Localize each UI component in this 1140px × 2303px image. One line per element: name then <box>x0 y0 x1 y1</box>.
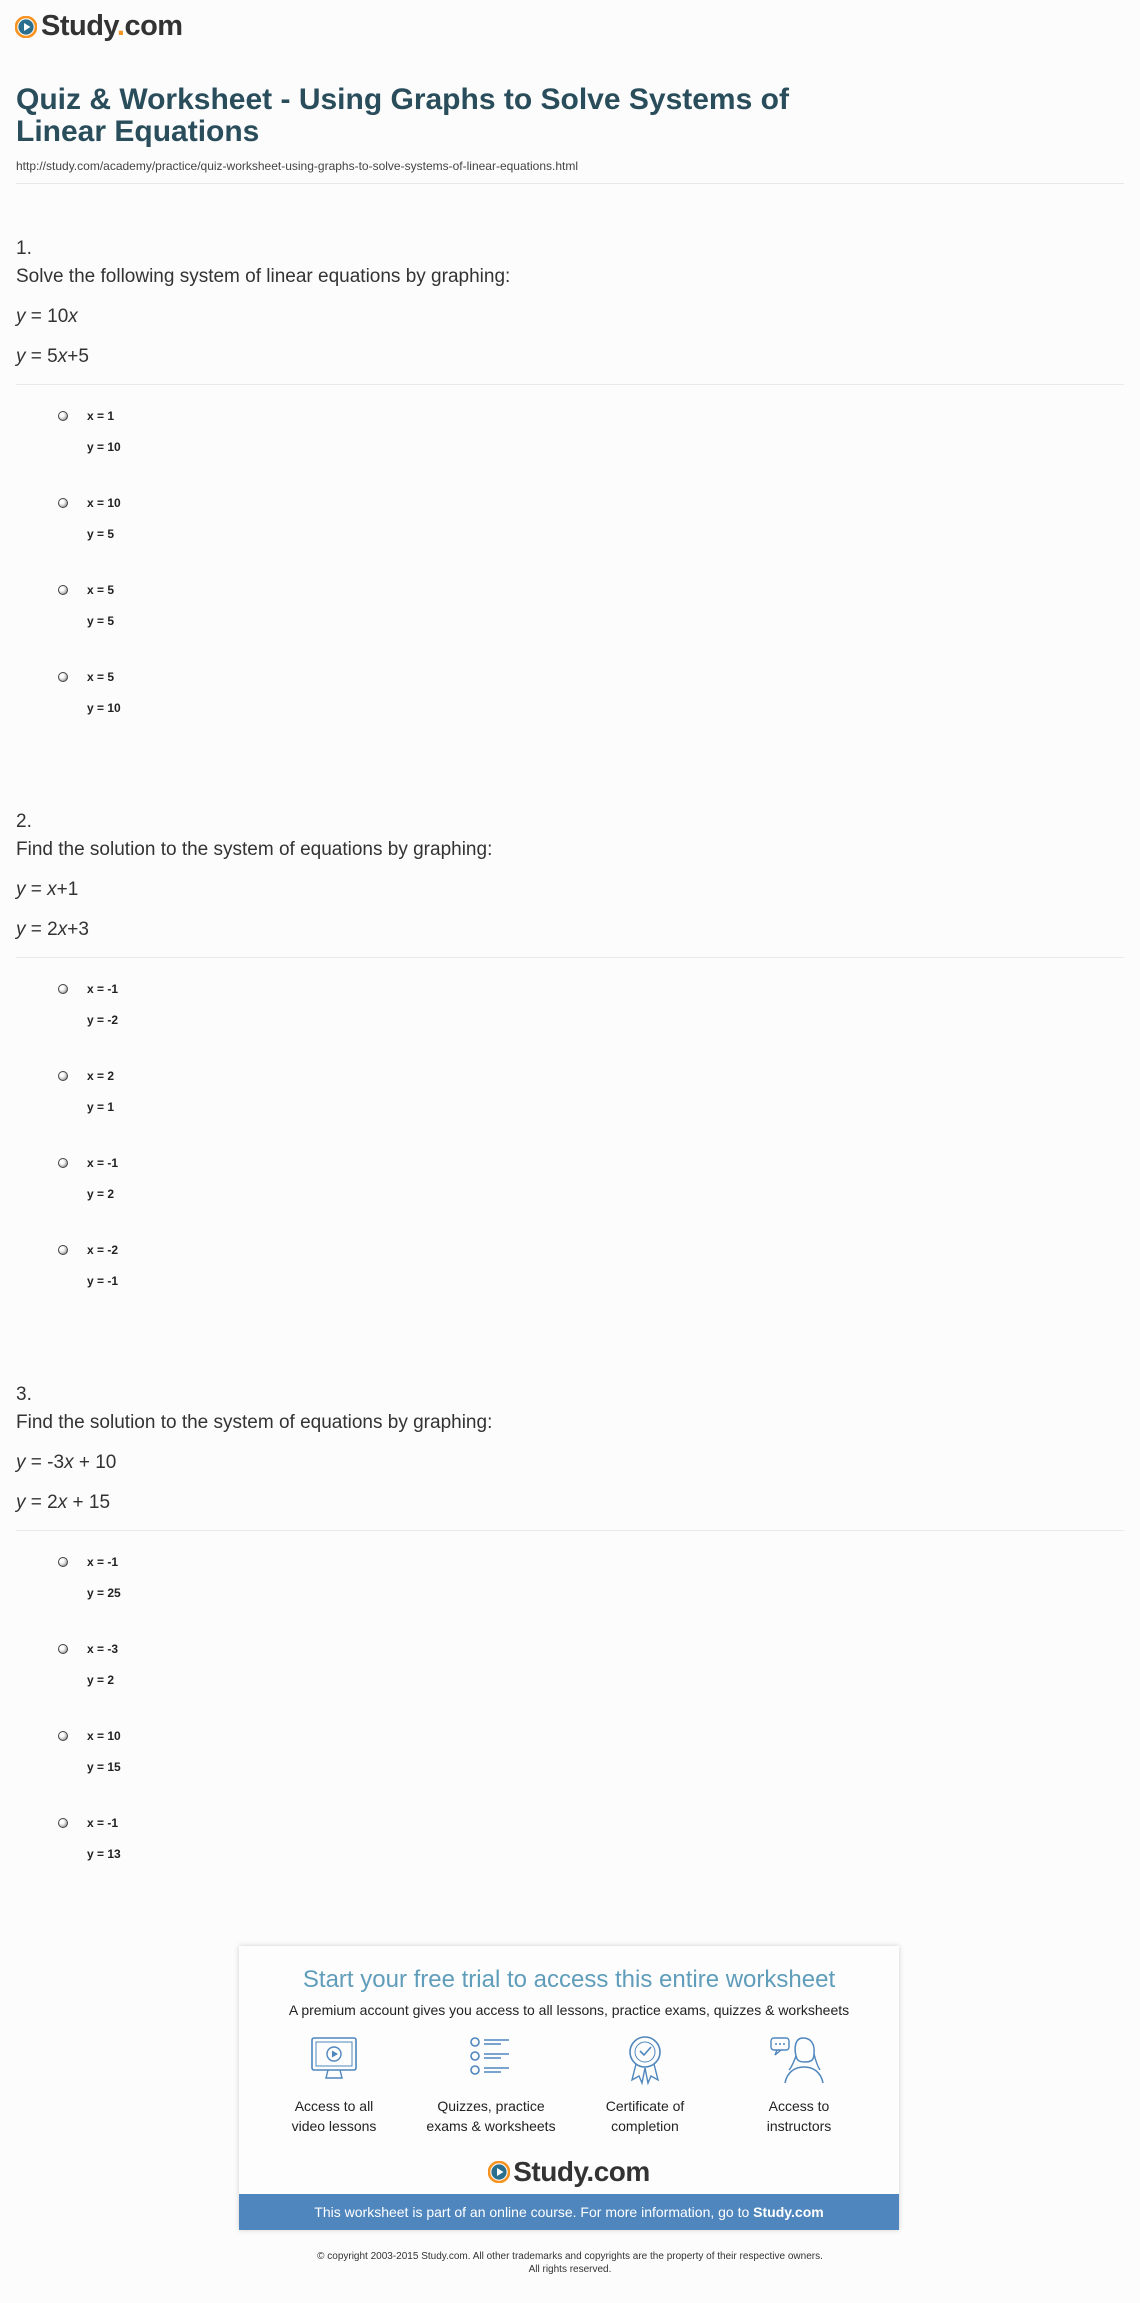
answer-y-value: y = 10 <box>87 701 121 715</box>
answer-x-value: x = 2 <box>87 1069 115 1083</box>
answer-x-value: x = -2 <box>87 1243 119 1257</box>
copyright-line-1: © copyright 2003-2015 Study.com. All other trademarks and copyrights are the property of their respective owners. <box>317 2251 823 2262</box>
answer-options <box>16 409 1116 757</box>
equation-2: y = 5x+5 <box>16 346 89 367</box>
feature-label-line1: Quizzes, practice <box>437 2098 545 2114</box>
promo-headline[interactable]: Start your free trial to access this entire worksheet <box>302 1966 836 1993</box>
answer-x-value: x = 5 <box>87 670 115 684</box>
answer-options <box>16 1555 1116 1903</box>
promo-info-bar <box>239 2194 899 2230</box>
video-lesson-icon <box>308 2034 360 2082</box>
radio-button[interactable] <box>58 1644 68 1654</box>
feature-quizzes <box>416 2034 566 2136</box>
radio-button[interactable] <box>58 672 68 682</box>
question-divider <box>16 1530 1124 1531</box>
promo-bar-text: This worksheet is part of an online course. For more information, go to <box>314 2204 754 2220</box>
radio-button[interactable] <box>58 1158 68 1168</box>
title-line-2: Linear Equations <box>16 115 260 148</box>
question-text: Solve the following system of linear equations by graphing: <box>16 266 511 287</box>
feature-instructors <box>724 2034 874 2136</box>
answer-y-value: y = 15 <box>87 1760 121 1774</box>
answer-option[interactable] <box>16 409 1116 496</box>
equation-2: y = 2x + 15 <box>16 1492 111 1513</box>
study-logo[interactable] <box>15 10 183 43</box>
question-text: Find the solution to the system of equations by graphing: <box>16 1412 493 1433</box>
feature-label-line1: Access to all <box>294 2098 374 2114</box>
answer-x-value: x = -1 <box>87 982 119 996</box>
answer-y-value: y = -1 <box>87 1274 119 1288</box>
answer-y-value: y = 10 <box>87 440 121 454</box>
answer-x-value: x = 10 <box>87 1729 121 1743</box>
answer-options <box>16 982 1116 1330</box>
answer-y-value: y = 5 <box>87 527 115 541</box>
radio-button[interactable] <box>58 498 68 508</box>
question-number: 3. <box>16 1384 32 1405</box>
answer-option[interactable] <box>16 1816 1116 1903</box>
radio-button[interactable] <box>58 1557 68 1567</box>
question-2 <box>16 810 1116 1330</box>
equation-1: y = 10x <box>16 306 78 327</box>
equation-1: y = -3x + 10 <box>16 1452 117 1473</box>
answer-option[interactable] <box>16 496 1116 583</box>
answer-x-value: x = 10 <box>87 496 121 510</box>
radio-button[interactable] <box>58 1245 68 1255</box>
answer-y-value: y = 2 <box>87 1673 115 1687</box>
question-text: Find the solution to the system of equations by graphing: <box>16 839 493 860</box>
answer-option[interactable] <box>16 1729 1116 1816</box>
header-divider <box>16 183 1124 184</box>
copyright-line-2: All rights reserved. <box>528 2264 612 2275</box>
answer-option[interactable] <box>16 1156 1116 1243</box>
certificate-icon <box>619 2034 671 2086</box>
answer-option[interactable] <box>16 583 1116 670</box>
answer-option[interactable] <box>16 1243 1116 1330</box>
radio-button[interactable] <box>58 1071 68 1081</box>
answer-y-value: y = 1 <box>87 1100 115 1114</box>
radio-button[interactable] <box>58 585 68 595</box>
feature-label-line1: Access to <box>768 2098 830 2114</box>
study-com-link[interactable]: Study.com <box>753 2204 824 2220</box>
question-3 <box>16 1383 1116 1903</box>
answer-x-value: x = -1 <box>87 1156 119 1170</box>
feature-video-lessons <box>259 2034 409 2136</box>
answer-option[interactable] <box>16 670 1116 757</box>
promo-subhead: A premium account gives you access to all lessons, practice exams, quizzes & worksheets <box>288 2002 850 2018</box>
copyright <box>0 2250 1140 2276</box>
logo-wordmark: Study.com <box>513 2156 650 2187</box>
answer-option[interactable] <box>16 1642 1116 1729</box>
radio-button[interactable] <box>58 1818 68 1828</box>
quiz-list-icon <box>465 2034 517 2082</box>
radio-button[interactable] <box>58 411 68 421</box>
feature-label-line2: completion <box>611 2118 679 2134</box>
answer-x-value: x = 1 <box>87 409 115 423</box>
answer-y-value: y = 2 <box>87 1187 115 1201</box>
answer-x-value: x = -1 <box>87 1555 119 1569</box>
instructor-icon <box>769 2034 829 2084</box>
equation-1: y = x+1 <box>16 879 79 900</box>
play-circle-icon <box>15 16 37 38</box>
question-1 <box>16 237 1116 757</box>
logo-wordmark: Study.com <box>41 10 183 42</box>
title-line-1: Quiz & Worksheet - Using Graphs to Solve Systems of <box>16 83 789 116</box>
question-number: 2. <box>16 811 32 832</box>
answer-y-value: y = -2 <box>87 1013 119 1027</box>
answer-y-value: y = 25 <box>87 1586 121 1600</box>
answer-y-value: y = 5 <box>87 614 115 628</box>
feature-label-line2: exams & worksheets <box>426 2118 556 2134</box>
page-url: http://study.com/academy/practice/quiz-worksheet-using-graphs-to-solve-systems-of-linear-equations.html <box>16 159 579 173</box>
equation-2: y = 2x+3 <box>16 919 89 940</box>
answer-x-value: x = -1 <box>87 1816 119 1830</box>
page-title <box>16 84 816 148</box>
question-number: 1. <box>16 238 32 259</box>
question-divider <box>16 384 1124 385</box>
answer-x-value: x = 5 <box>87 583 115 597</box>
feature-label-line1: Certificate of <box>605 2098 685 2114</box>
answer-x-value: x = -3 <box>87 1642 119 1656</box>
radio-button[interactable] <box>58 1731 68 1741</box>
answer-option[interactable] <box>16 1069 1116 1156</box>
answer-option[interactable] <box>16 1555 1116 1642</box>
radio-button[interactable] <box>58 984 68 994</box>
play-circle-icon <box>488 2161 510 2183</box>
answer-y-value: y = 13 <box>87 1847 121 1861</box>
feature-label-line2: video lessons <box>291 2118 377 2134</box>
feature-label-line2: instructors <box>766 2118 832 2134</box>
answer-option[interactable] <box>16 982 1116 1069</box>
promo-study-logo[interactable] <box>239 2156 899 2188</box>
feature-certificate <box>570 2034 720 2136</box>
question-divider <box>16 957 1124 958</box>
premium-promo <box>239 1946 899 2230</box>
